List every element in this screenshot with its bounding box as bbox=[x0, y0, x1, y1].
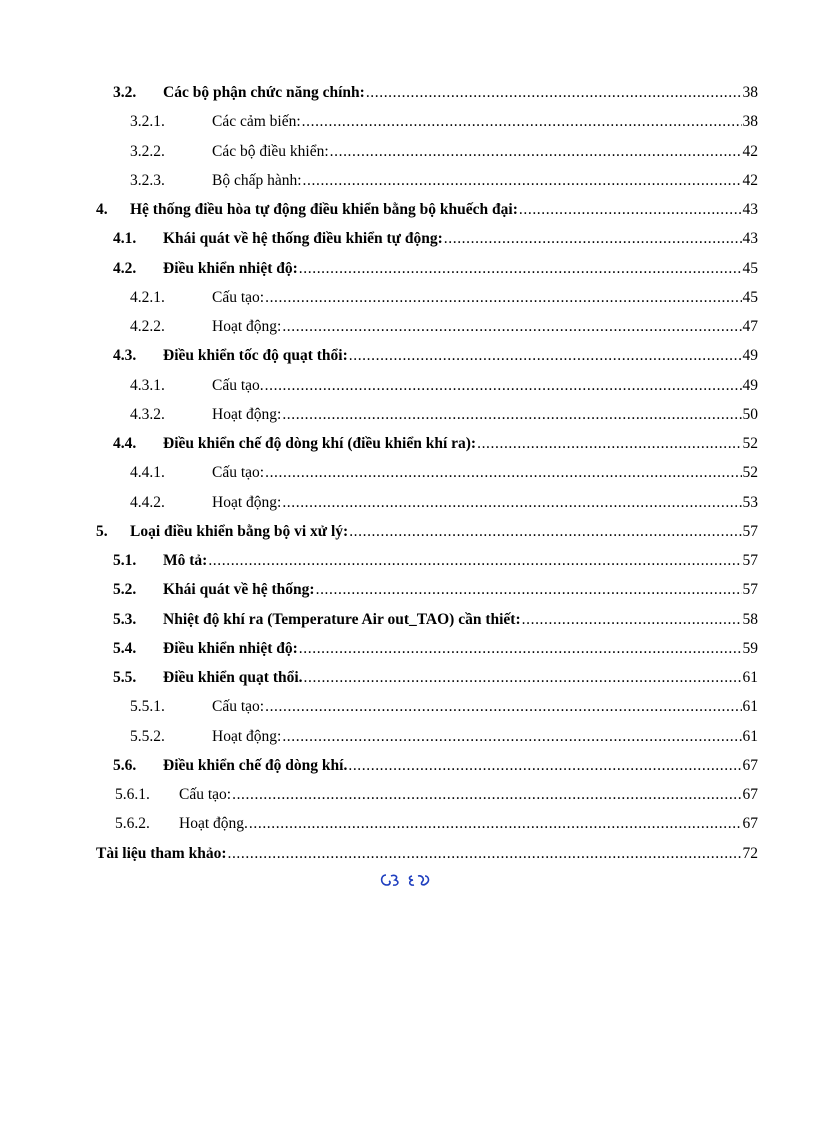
toc-entry-title: Điều khiển quạt thổi. bbox=[163, 669, 303, 686]
toc-entry-title: Hoạt động: bbox=[212, 318, 282, 335]
toc-entry-page: 45 bbox=[742, 259, 758, 277]
toc-entry-title: Hoạt động: bbox=[212, 405, 282, 423]
toc-entry-number: 4.2.2. bbox=[130, 318, 165, 335]
toc-dot-leader bbox=[232, 780, 741, 809]
toc-entry-number: 5.5.1. bbox=[130, 698, 165, 716]
toc-entry[interactable] bbox=[96, 224, 758, 253]
toc-dot-leader bbox=[282, 722, 741, 751]
toc-entry-page: 38 bbox=[742, 84, 758, 101]
toc-entry-number: 4.4.1. bbox=[130, 464, 165, 482]
toc-entry-page: 47 bbox=[742, 318, 758, 335]
toc-entry-title: Điều khiển nhiệt độ: bbox=[163, 639, 298, 657]
toc-entry[interactable] bbox=[96, 605, 758, 634]
toc-entry[interactable] bbox=[96, 839, 758, 868]
toc-entry-number: 4.3. bbox=[113, 347, 137, 365]
toc-entry[interactable] bbox=[96, 254, 758, 283]
toc-entry[interactable] bbox=[96, 283, 758, 312]
table-of-contents bbox=[96, 78, 758, 868]
toc-entry-title: Bộ chấp hành: bbox=[212, 171, 302, 189]
toc-dot-leader bbox=[349, 341, 742, 370]
toc-dot-leader bbox=[303, 166, 742, 195]
toc-dot-leader bbox=[299, 254, 742, 283]
toc-dot-leader bbox=[208, 546, 741, 575]
toc-entry-page: 59 bbox=[742, 639, 758, 657]
toc-dot-leader bbox=[444, 224, 742, 253]
toc-entry-number: 5.5. bbox=[113, 669, 137, 686]
toc-entry-title: Cấu tạo: bbox=[212, 288, 265, 306]
toc-entry-number: 5.4. bbox=[113, 639, 137, 657]
toc-entry-title: Hoạt động. bbox=[179, 815, 248, 833]
toc-entry[interactable] bbox=[96, 663, 758, 692]
toc-entry[interactable] bbox=[96, 458, 758, 487]
toc-entry[interactable] bbox=[96, 722, 758, 751]
toc-entry-page: 42 bbox=[742, 171, 758, 189]
toc-dot-leader bbox=[349, 517, 741, 546]
toc-entry-page: 72 bbox=[742, 844, 758, 862]
toc-entry-page: 45 bbox=[742, 288, 758, 306]
toc-dot-leader bbox=[282, 312, 741, 341]
toc-entry-number: 4.2. bbox=[113, 259, 137, 277]
toc-dot-leader bbox=[330, 137, 742, 166]
toc-entry-page: 49 bbox=[742, 376, 758, 394]
toc-entry-number: 4.1. bbox=[113, 230, 137, 248]
toc-entry-page: 57 bbox=[742, 581, 758, 599]
toc-entry-page: 52 bbox=[742, 464, 758, 482]
toc-entry[interactable] bbox=[96, 488, 758, 517]
toc-entry-title: Cấu tạo: bbox=[212, 698, 265, 716]
toc-entry-page: 38 bbox=[742, 113, 758, 131]
toc-entry[interactable] bbox=[96, 546, 758, 575]
toc-dot-leader bbox=[299, 634, 742, 663]
toc-entry-page: 52 bbox=[742, 435, 758, 452]
toc-entry[interactable] bbox=[96, 751, 758, 780]
toc-dot-leader bbox=[522, 605, 742, 634]
toc-entry-page: 49 bbox=[742, 347, 758, 365]
toc-dot-leader bbox=[265, 371, 742, 400]
toc-entry-title: Cấu tạo: bbox=[179, 786, 232, 803]
toc-entry-number: 4.3.2. bbox=[130, 405, 165, 423]
toc-entry-page: 67 bbox=[742, 756, 758, 774]
toc-dot-leader bbox=[282, 488, 741, 517]
toc-entry-number: 3.2.2. bbox=[130, 142, 165, 160]
toc-entry-number: 4.4. bbox=[113, 435, 137, 452]
toc-entry-page: 61 bbox=[742, 698, 758, 716]
toc-dot-leader bbox=[477, 429, 741, 458]
toc-entry-number: 3.2.1. bbox=[130, 113, 165, 131]
toc-entry-number: 4.2.1. bbox=[130, 288, 165, 306]
toc-entry[interactable] bbox=[96, 341, 758, 370]
toc-entry[interactable] bbox=[96, 809, 758, 838]
toc-entry-page: 58 bbox=[742, 610, 758, 628]
toc-entry-number: 5.1. bbox=[113, 552, 137, 569]
toc-dot-leader bbox=[302, 107, 742, 136]
toc-entry[interactable] bbox=[96, 137, 758, 166]
toc-entry[interactable] bbox=[96, 634, 758, 663]
toc-entry[interactable] bbox=[96, 78, 758, 107]
toc-entry-number: 4.3.1. bbox=[130, 376, 165, 394]
toc-entry-title: Nhiệt độ khí ra (Temperature Air out_TAO) cần thiết: bbox=[163, 610, 521, 628]
toc-entry-page: 57 bbox=[742, 522, 758, 540]
toc-entry-page: 57 bbox=[742, 552, 758, 569]
toc-entry-title: Điều khiển chế độ dòng khí (điều khiển khí ra): bbox=[163, 435, 477, 452]
toc-dot-leader bbox=[348, 751, 741, 780]
toc-entry-number: 5.3. bbox=[113, 610, 137, 628]
toc-entry[interactable] bbox=[96, 371, 758, 400]
toc-entry-number: 3.2. bbox=[113, 84, 137, 101]
toc-entry-page: 43 bbox=[742, 230, 758, 248]
toc-entry-number: 5.2. bbox=[113, 581, 137, 599]
toc-dot-leader bbox=[304, 663, 742, 692]
toc-entry[interactable] bbox=[96, 400, 758, 429]
toc-entry[interactable] bbox=[96, 575, 758, 604]
ornament-divider bbox=[0, 871, 816, 894]
toc-entry-title: Các bộ điều khiển: bbox=[212, 142, 329, 160]
toc-entry-title: Cấu tạo: bbox=[212, 464, 265, 482]
toc-dot-leader bbox=[282, 400, 741, 429]
toc-entry-number: 4.4.2. bbox=[130, 493, 165, 511]
toc-entry-number: 5.6.2. bbox=[115, 815, 150, 833]
toc-entry-number: 4. bbox=[96, 201, 108, 218]
toc-entry[interactable] bbox=[96, 429, 758, 458]
toc-entry-title: Mô tả: bbox=[163, 552, 208, 569]
toc-entry[interactable] bbox=[96, 107, 758, 136]
toc-entry-number: 3.2.3. bbox=[130, 171, 165, 189]
toc-entry[interactable] bbox=[96, 692, 758, 721]
toc-entry[interactable] bbox=[96, 780, 758, 809]
toc-entry-page: 42 bbox=[742, 142, 758, 160]
toc-dot-leader bbox=[265, 458, 741, 487]
toc-entry-title: Các bộ phận chức năng chính: bbox=[163, 84, 365, 101]
toc-entry-number: 5. bbox=[96, 522, 108, 540]
toc-entry-title: Khái quát về hệ thống điều khiển tự động: bbox=[163, 230, 443, 248]
toc-entry-title: Điều khiển chế độ dòng khí. bbox=[163, 756, 348, 774]
toc-entry-title: Hoạt động: bbox=[212, 493, 282, 511]
toc-entry-number: 5.6.1. bbox=[115, 786, 150, 803]
toc-entry-page: 43 bbox=[742, 201, 758, 218]
toc-entry-title: Điều khiển tốc độ quạt thổi: bbox=[163, 347, 348, 365]
toc-entry-title: Cấu tạo. bbox=[212, 376, 264, 394]
toc-entry-page: 61 bbox=[742, 669, 758, 686]
toc-entry-page: 67 bbox=[742, 786, 758, 803]
toc-entry-page: 50 bbox=[742, 405, 758, 423]
toc-entry[interactable] bbox=[96, 195, 758, 224]
toc-entry-title: Hệ thống điều hòa tự động điều khiển bằng bộ khuếch đại: bbox=[130, 201, 518, 218]
toc-entry-title: Điều khiển nhiệt độ: bbox=[163, 259, 298, 277]
toc-dot-leader bbox=[265, 692, 741, 721]
toc-dot-leader bbox=[249, 809, 742, 838]
toc-entry-number: 5.6. bbox=[113, 756, 137, 774]
toc-entry-page: 61 bbox=[742, 727, 758, 745]
toc-entry-number: 5.5.2. bbox=[130, 727, 165, 745]
toc-entry-page: 67 bbox=[742, 815, 758, 833]
toc-entry-title: Loại điều khiển bằng bộ vi xử lý: bbox=[130, 522, 349, 540]
toc-entry-title: Khái quát về hệ thống: bbox=[163, 581, 315, 599]
toc-dot-leader bbox=[316, 575, 742, 604]
toc-entry-title: Hoạt động: bbox=[212, 727, 282, 745]
toc-dot-leader bbox=[227, 839, 741, 868]
toc-entry-title: Các cảm biến: bbox=[212, 113, 301, 131]
toc-dot-leader bbox=[265, 283, 741, 312]
toc-dot-leader bbox=[366, 78, 742, 107]
toc-dot-leader bbox=[519, 195, 742, 224]
flourish-icon bbox=[378, 871, 438, 889]
toc-entry-page: 53 bbox=[742, 493, 758, 511]
toc-entry[interactable] bbox=[96, 517, 758, 546]
toc-entry-title: Tài liệu tham khảo: bbox=[96, 844, 227, 862]
toc-entry[interactable] bbox=[96, 312, 758, 341]
toc-entry[interactable] bbox=[96, 166, 758, 195]
